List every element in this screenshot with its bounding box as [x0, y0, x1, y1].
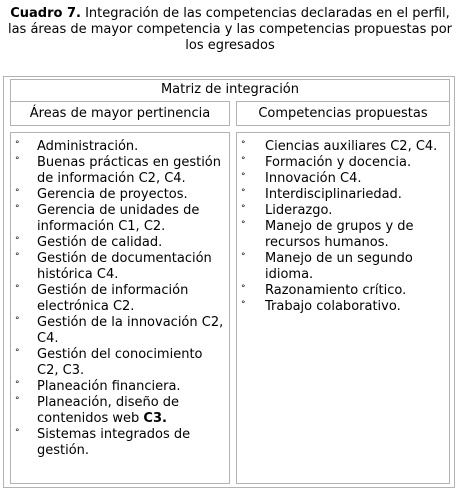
matrix-table: [3, 76, 455, 488]
areas-list: [11, 133, 229, 459]
bullet-icon: °: [15, 284, 20, 294]
competencias-list: [237, 133, 449, 315]
area-item: [11, 395, 229, 427]
area-item-text: Gestión de información electrónica C2.: [37, 283, 189, 314]
area-item-text: Gestión de la innovación C2, C4.: [37, 315, 224, 346]
bullet-icon: °: [15, 140, 20, 150]
bullet-icon: °: [241, 300, 246, 310]
competencia-item: [237, 203, 449, 219]
area-item: [11, 315, 229, 347]
left-column-header: Áreas de mayor pertinencia: [10, 101, 230, 126]
competencia-item: [237, 171, 449, 187]
bullet-icon: °: [15, 428, 20, 438]
competencia-item-text: Liderazgo.: [265, 203, 333, 218]
bullet-icon: °: [15, 316, 20, 326]
area-item: [11, 283, 229, 315]
table-caption: [0, 6, 460, 54]
competencia-item-text: Manejo de un segundo idioma.: [265, 251, 413, 282]
caption-text: Integración de las competencias declaradas en el perfil, las áreas de mayor competencia y las competencias propuestas por los egresados: [7, 6, 453, 53]
bullet-icon: °: [241, 156, 246, 166]
bullet-icon: °: [241, 284, 246, 294]
bullet-icon: °: [241, 188, 246, 198]
bullet-icon: °: [15, 252, 20, 262]
competencia-item: [237, 251, 449, 283]
competencia-item: [237, 187, 449, 203]
area-item: [11, 379, 229, 395]
area-item: [11, 235, 229, 251]
competencia-item-text: Trabajo colaborativo.: [265, 299, 401, 314]
right-column-header: Competencias propuestas: [236, 101, 450, 126]
competencia-item-text: Formación y docencia.: [265, 155, 412, 170]
area-item-text: Gerencia de proyectos.: [37, 187, 188, 202]
area-item-text: Planeación, diseño de contenidos web: [37, 395, 180, 426]
area-item: [11, 139, 229, 155]
area-item-code: C3.: [143, 411, 167, 426]
bullet-icon: °: [241, 252, 246, 262]
bullet-icon: °: [241, 140, 246, 150]
area-item-text: Buenas prácticas en gestión de información C2, C4.: [37, 155, 221, 186]
bullet-icon: °: [15, 396, 20, 406]
left-column: [10, 132, 230, 484]
matrix-title: Matriz de integración: [10, 79, 450, 101]
bullet-icon: °: [15, 204, 20, 214]
competencia-item: [237, 155, 449, 171]
area-item-text: Gerencia de unidades de información C1, C2.: [37, 203, 200, 234]
area-item: [11, 251, 229, 283]
competencia-item: [237, 299, 449, 315]
bullet-icon: °: [241, 172, 246, 182]
right-column: [236, 132, 450, 484]
competencia-item: [237, 283, 449, 299]
bullet-icon: °: [241, 204, 246, 214]
bullet-icon: °: [15, 348, 20, 358]
area-item-text: Gestión de documentación histórica C4.: [37, 251, 212, 282]
bullet-icon: °: [15, 188, 20, 198]
area-item-text: Sistemas integrados de gestión.: [37, 427, 191, 458]
bullet-icon: °: [15, 236, 20, 246]
competencia-item: [237, 139, 449, 155]
bullet-icon: °: [241, 220, 246, 230]
area-item-text: Planeación financiera.: [37, 379, 181, 394]
caption-label: Cuadro 7.: [10, 6, 81, 21]
competencia-item-text: Innovación C4.: [265, 171, 362, 186]
area-item: [11, 203, 229, 235]
area-item: [11, 187, 229, 203]
competencia-item-text: Interdisciplinariedad.: [265, 187, 402, 202]
area-item: [11, 155, 229, 187]
competencia-item-text: Manejo de grupos y de recursos humanos.: [265, 219, 414, 250]
area-item: [11, 427, 229, 459]
bullet-icon: °: [15, 380, 20, 390]
bullet-icon: °: [15, 156, 20, 166]
area-item: [11, 347, 229, 379]
area-item-text: Gestión del conocimiento C2, C3.: [37, 347, 203, 378]
competencia-item: [237, 219, 449, 251]
area-item-text: Gestión de calidad.: [37, 235, 163, 250]
area-item-text: Administración.: [37, 139, 139, 154]
competencia-item-text: Razonamiento crítico.: [265, 283, 407, 298]
competencia-item-text: Ciencias auxiliares C2, C4.: [265, 139, 438, 154]
